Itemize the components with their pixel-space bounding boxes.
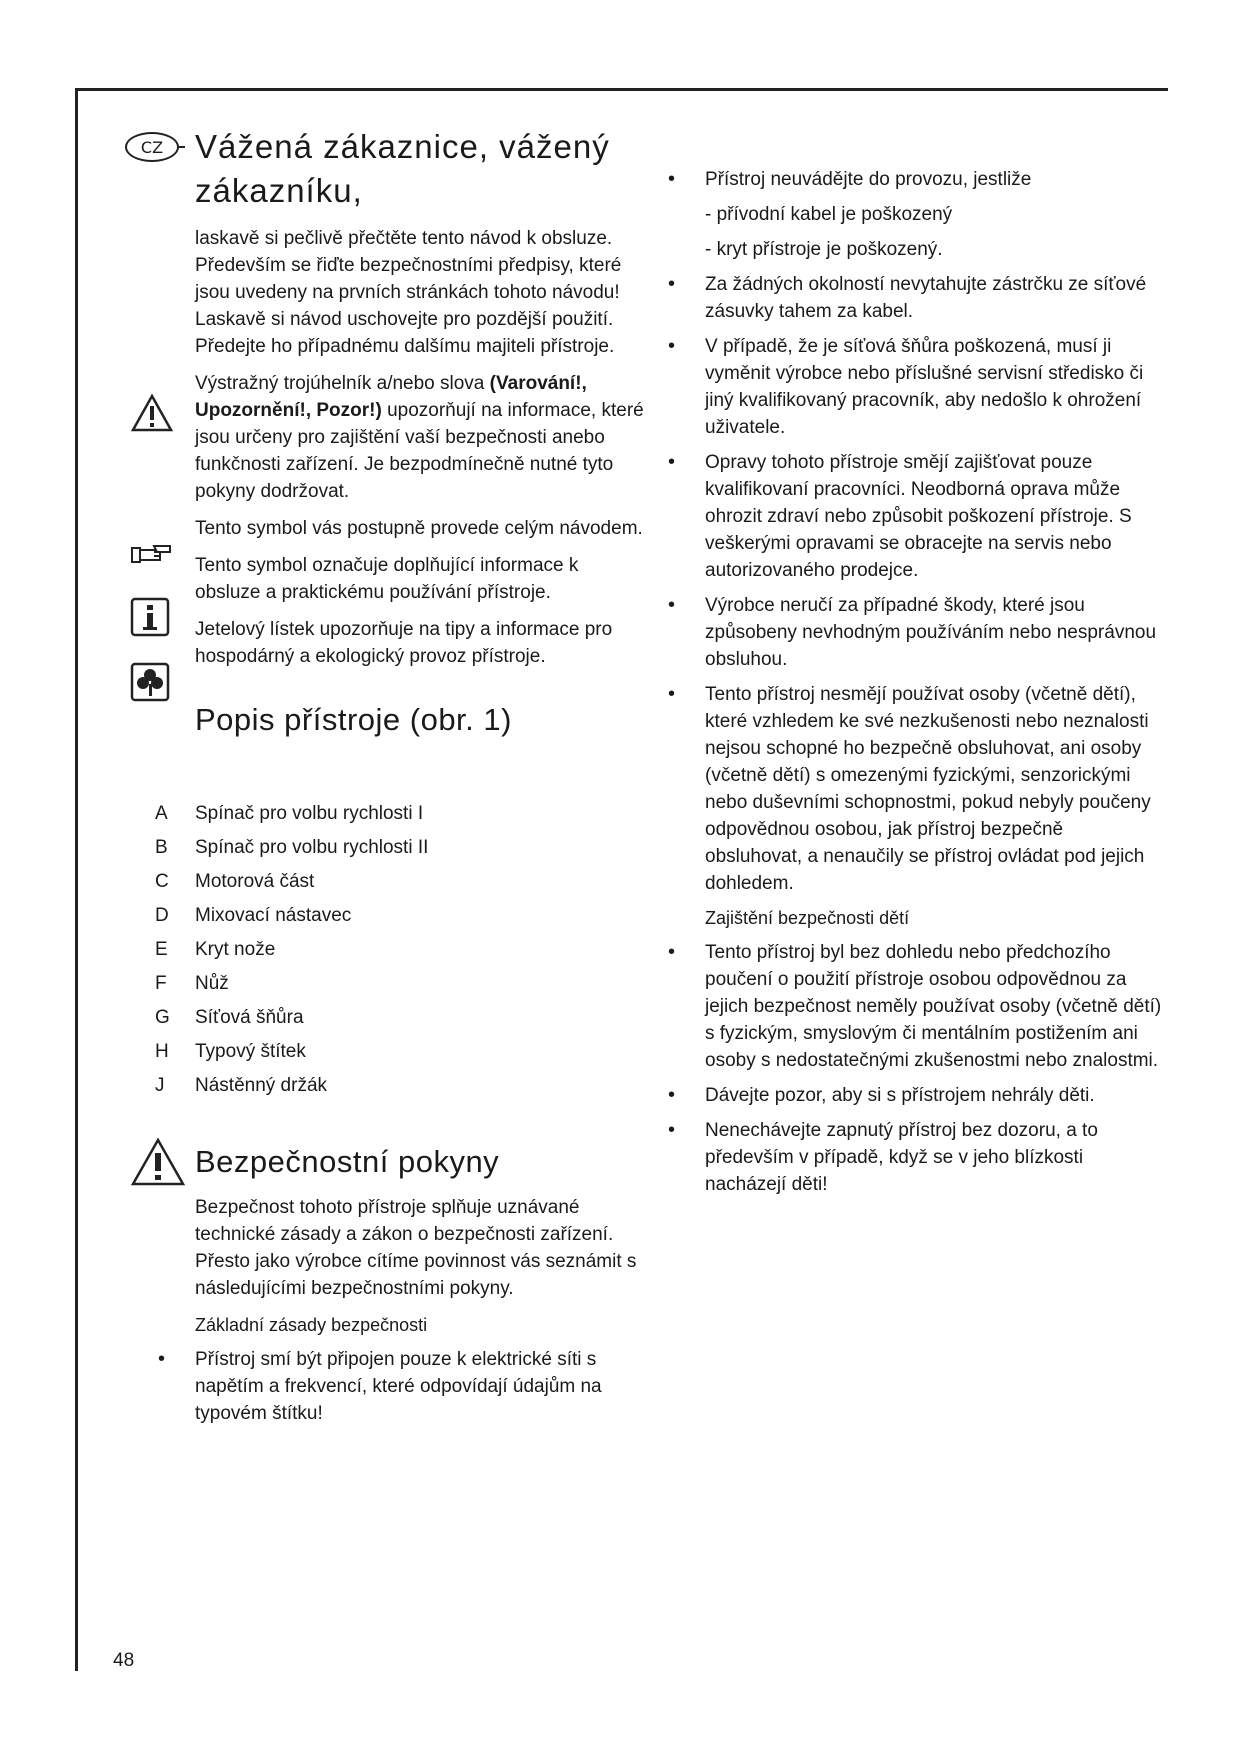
bullet-icon: • bbox=[668, 594, 676, 616]
list-item bbox=[155, 933, 605, 967]
description-title: Popis přístroje (obr. 1) bbox=[195, 702, 512, 737]
safety-item: Dávejte pozor, aby si s přístrojem nehrály děti. bbox=[705, 1085, 1095, 1106]
part-letter: G bbox=[155, 1007, 170, 1028]
safety-item: Opravy tohoto přístroje smějí zajišťovat pouze kvalifikovaní pracovníci. Neodborná oprava může ohrozit zdraví nebo způsobit poškození přístroje. S veškerými opravami se obracejte na servis nebo autorizovaného prodejce. bbox=[705, 452, 1132, 581]
warning-triangle-icon bbox=[130, 393, 174, 433]
page-frame-left bbox=[75, 88, 78, 1671]
part-letter: F bbox=[155, 973, 167, 994]
language-badge bbox=[125, 132, 179, 162]
safety-item: Za žádných okolností nevytahujte zástrčku ze síťové zásuvky tahem za kabel. bbox=[705, 274, 1147, 322]
part-letter: D bbox=[155, 905, 169, 926]
part-label: Typový štítek bbox=[195, 1041, 306, 1062]
part-letter: C bbox=[155, 871, 169, 892]
part-label: Kryt nože bbox=[195, 939, 276, 960]
part-label: Nůž bbox=[195, 973, 229, 994]
list-item bbox=[155, 899, 605, 933]
part-label: Motorová část bbox=[195, 871, 315, 892]
bullet-icon: • bbox=[668, 1119, 676, 1141]
safety-item: Přístroj neuvádějte do provozu, jestliže bbox=[705, 169, 1032, 190]
list-item bbox=[668, 939, 1165, 1074]
part-label: Síťová šňůra bbox=[195, 1007, 304, 1028]
warning-rest: upozorňují na informace, které jsou určeny pro zajištění vaší bezpečnosti anebo funkčnosti zařízení. Je bezpodmínečně nutné tyto pokyny dodržovat. bbox=[195, 400, 644, 502]
bullet-icon: • bbox=[668, 683, 676, 705]
list-item bbox=[668, 592, 1165, 673]
safety-subitem: - přívodní kabel je poškozený bbox=[705, 204, 953, 225]
warning-triangle-icon bbox=[130, 1137, 186, 1187]
warning-symbol-text bbox=[195, 370, 645, 505]
safety-basic-item: Přístroj smí být připojen pouze k elektrické síti s napětím a frekvencí, které odpovídají údajům na typovém štítku! bbox=[195, 1349, 602, 1424]
page-number: 48 bbox=[113, 1650, 135, 1671]
intro-title bbox=[195, 125, 645, 213]
hand-symbol-text: Tento symbol vás postupně provede celým návodem. bbox=[195, 518, 643, 539]
safety-item: V případě, že je síťová šňůra poškozená, musí ji vyměnit výrobce nebo příslušné servisní středisko či jiný kvalifikovaný pracovník, aby nedošlo k ohrožení uživatele. bbox=[705, 336, 1144, 438]
list-item bbox=[668, 449, 1165, 584]
info-icon bbox=[130, 597, 170, 637]
list-item bbox=[155, 1035, 605, 1069]
safety-section bbox=[158, 1142, 645, 1435]
clover-icon bbox=[130, 662, 170, 702]
safety-item: Tento přístroj byl bez dohledu nebo předchozího poučení o použití přístroje osobou odpovědnou za jejich bezpečnost neměly používat osoby (včetně dětí) s fyzickým, smyslovým či mentálním postižením ani osoby s nedostatečnými zkušenostmi nebo znalostmi. bbox=[705, 942, 1162, 1071]
bullet-icon: • bbox=[668, 941, 676, 963]
list-item bbox=[668, 1082, 1165, 1109]
list-item bbox=[155, 1069, 605, 1103]
part-label: Mixovací nástavec bbox=[195, 905, 352, 926]
part-label: Nástěnný držák bbox=[195, 1075, 328, 1096]
safety-basic-heading: Základní zásady bezpečnosti bbox=[195, 1315, 428, 1335]
part-letter: J bbox=[155, 1075, 165, 1096]
language-badge-pointer bbox=[177, 146, 185, 148]
warning-prefix: Výstražný trojúhelník a/nebo slova bbox=[195, 373, 490, 394]
bullet-icon: • bbox=[668, 335, 676, 357]
children-safety-heading: Zajištění bezpečnosti dětí bbox=[705, 908, 910, 928]
list-item bbox=[668, 166, 1165, 193]
safety-subitem: - kryt přístroje je poškozený. bbox=[705, 239, 943, 260]
part-letter: A bbox=[155, 803, 168, 824]
list-item bbox=[668, 681, 1165, 897]
bullet-icon: • bbox=[158, 1348, 166, 1370]
language-badge-label: CZ bbox=[140, 137, 164, 157]
bullet-icon: • bbox=[668, 273, 676, 295]
list-item bbox=[158, 1346, 645, 1427]
list-item bbox=[155, 865, 605, 899]
safety-item: Tento přístroj nesmějí používat osoby (včetně dětí), které vzhledem ke své nezkušenosti nebo neznalosti nejsou schopné ho bezpečně obsluhovat, ani osoby (včetně dětí) s omezenými fyzickými, senzorickými nebo duševními schopnostmi, pokud nebyly poučeny odpovědnou osobou, jak přístroj bezpečně obsluhovat, a nenaučily se přístroj ovládat pod jejich dohledem. bbox=[705, 684, 1151, 894]
bullet-icon: • bbox=[668, 1084, 676, 1106]
list-item bbox=[155, 831, 605, 865]
list-item bbox=[668, 1117, 1165, 1198]
safety-item: Výrobce neručí za případné škody, které jsou způsobeny nevhodným používáním nebo nesprávnou obsluhou. bbox=[705, 595, 1157, 670]
warning-keywords: (Varování!, Upozornění!, Pozor!) bbox=[195, 373, 587, 421]
intro-title-line2: zákazníku, bbox=[195, 172, 363, 209]
list-item bbox=[668, 271, 1165, 325]
parts-list bbox=[155, 797, 605, 1103]
part-label: Spínač pro volbu rychlosti II bbox=[195, 837, 429, 858]
clover-symbol-text: Jetelový lístek upozorňuje na tipy a informace pro hospodárný a ekologický provoz přístroje. bbox=[195, 619, 613, 667]
part-letter: H bbox=[155, 1041, 169, 1062]
bullet-icon: • bbox=[668, 168, 676, 190]
left-column bbox=[195, 125, 645, 752]
page-frame-top bbox=[75, 88, 1168, 91]
safety-intro: Bezpečnost tohoto přístroje splňuje uznávané technické zásady a zákon o bezpečnosti zařízení. Přesto jako výrobce cítíme povinnost vás seznámit s následujícími bezpečnostními pokyny. bbox=[195, 1197, 637, 1299]
right-column bbox=[668, 166, 1165, 1206]
safety-item: Nenechávejte zapnutý přístroj bez dozoru, a to především v případě, když se v jeho blízkosti nacházejí děti! bbox=[705, 1120, 1098, 1195]
part-letter: E bbox=[155, 939, 168, 960]
part-letter: B bbox=[155, 837, 168, 858]
pointing-hand-icon bbox=[130, 540, 174, 566]
list-item bbox=[668, 333, 1165, 441]
list-item bbox=[155, 1001, 605, 1035]
list-item bbox=[155, 797, 605, 831]
info-symbol-text: Tento symbol označuje doplňující informace k obsluze a praktickému používání přístroje. bbox=[195, 555, 579, 603]
intro-text: laskavě si pečlivě přečtěte tento návod k obsluze. Především se řiďte bezpečnostními předpisy, které jsou uvedeny na prvních stránkách tohoto návodu! Laskavě si návod uschovejte pro pozdější použití. Předejte ho případnému dalšímu majiteli přístroje. bbox=[195, 228, 622, 357]
part-label: Spínač pro volbu rychlosti I bbox=[195, 803, 424, 824]
bullet-icon: • bbox=[668, 451, 676, 473]
list-item bbox=[155, 967, 605, 1001]
safety-title: Bezpečnostní pokyny bbox=[195, 1144, 500, 1179]
intro-title-line1: Vážená zákaznice, vážený bbox=[195, 128, 610, 165]
